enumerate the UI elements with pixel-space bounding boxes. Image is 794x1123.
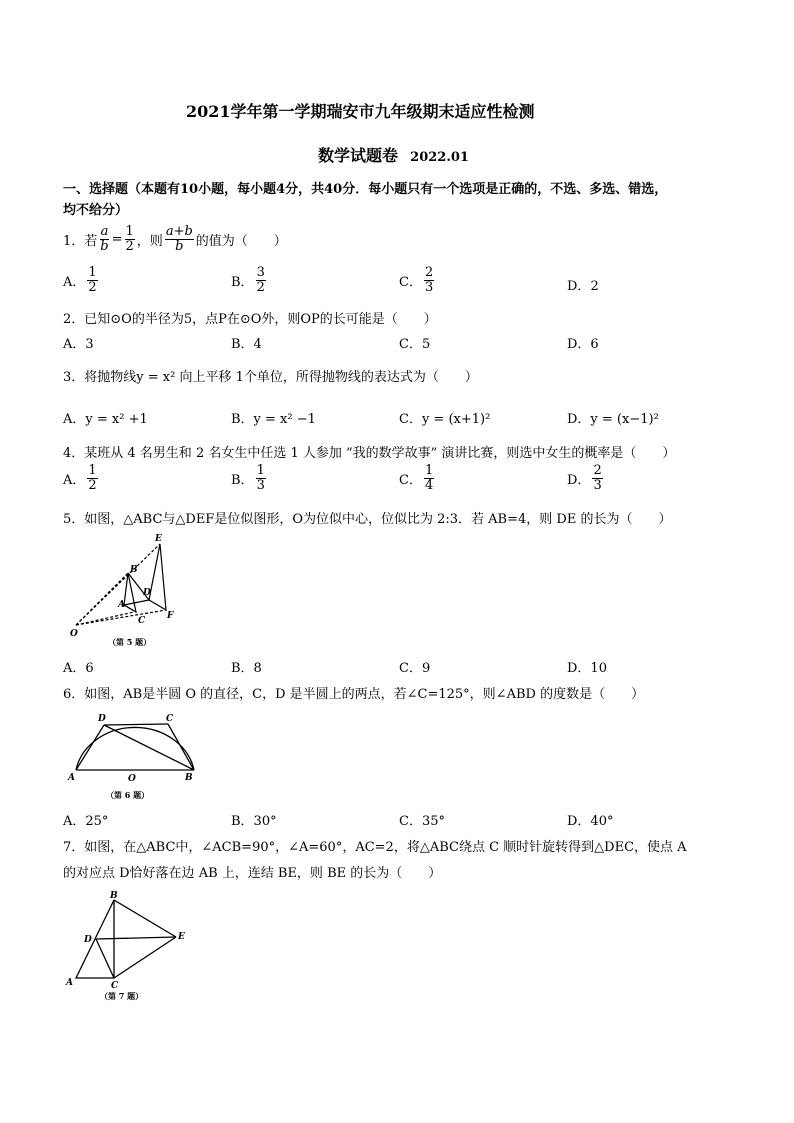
q3-option-a: A．y = x² +1 (63, 412, 148, 427)
option-label: D． (567, 279, 591, 294)
q3-option-c: C．y = (x+1)² (399, 412, 491, 427)
question-5: 5．如图，△ABC与△DEF是位似图形，O为位似中心，位似比为 2:3．若 AB=4，则 DE 的长为（ ） (63, 512, 672, 527)
option-label: A． (63, 274, 86, 290)
q2-option-d: D．6 (567, 337, 599, 352)
q1-tail: 的值为（ ） (195, 233, 287, 249)
option-label: C． (399, 472, 422, 488)
page-subtitle: 数学试题卷 (318, 146, 399, 165)
q1-fraction-a-b (99, 225, 109, 253)
label-B: B (185, 773, 193, 783)
figure-caption: （第 5 题） (108, 637, 152, 647)
question-6: 6．如图，AB是半圆 O 的直径，C，D 是半圆上的两点，若∠C=125°，则∠ABD 的度数是（ ） (63, 687, 645, 702)
label-C: C (166, 714, 174, 724)
page-subtitle-row (318, 143, 469, 166)
q1-equals: = (111, 231, 123, 247)
option-fraction (87, 266, 97, 294)
label-F: F (167, 611, 174, 621)
q6-option-a: A．25° (63, 814, 109, 829)
label-B: B (110, 891, 118, 901)
page-title: 2021学年第一学期瑞安市九年级期末适应性检测 (186, 102, 535, 121)
frac-num: 1 (88, 463, 97, 478)
option-fraction (87, 464, 97, 492)
q1-frac1-num: a (100, 224, 109, 239)
frac-den: 3 (424, 279, 434, 295)
option-fraction (424, 464, 434, 492)
q4-option-c (399, 464, 436, 492)
option-label: B． (231, 472, 254, 488)
q5-option-d: D．10 (567, 661, 607, 676)
figure-q5 (66, 532, 196, 647)
option-fraction (592, 464, 602, 492)
question-4: 4．某班从 4 名男生和 2 名女生中任选 1 人参加 “我的数学故事” 演讲比赛，则选中女生的概率是（ ） (63, 446, 676, 461)
frac-num: 2 (424, 265, 434, 280)
label-B: B (130, 565, 138, 575)
label-C: C (111, 981, 119, 991)
q1-frac2-num: 1 (125, 224, 134, 239)
q2-option-a: A．3 (63, 337, 94, 352)
option-label: B． (231, 274, 254, 290)
question-3: 3．将抛物线y = x² 向上平移 1个单位，所得抛物线的表达式为（ ） (63, 370, 478, 385)
label-A: A (68, 773, 75, 783)
q2-option-b: B．4 (231, 337, 262, 352)
label-O: O (128, 774, 136, 784)
q1-frac3-den: b (175, 238, 184, 254)
option-label: A． (63, 472, 86, 488)
frac-den: 2 (256, 279, 265, 295)
frac-den: 3 (256, 477, 265, 493)
figure-caption: （第 6 题） (106, 790, 150, 800)
frac-den: 2 (88, 477, 97, 493)
q1-frac2-den: 2 (125, 238, 134, 254)
section-heading: 一、选择题（本题有10小题，每小题4分，共40分．每小题只有一个选项是正确的，不选、多选、错选， (63, 182, 668, 197)
option-value: 2 (590, 279, 599, 294)
q1-frac3-num: a+b (165, 224, 193, 239)
q2-option-c: C．5 (399, 337, 431, 352)
label-E: E (155, 534, 162, 544)
option-label: C． (399, 274, 422, 290)
q5-option-b: B．8 (231, 661, 262, 676)
q1-fraction-sum (165, 225, 194, 253)
q1-option-b (231, 266, 268, 294)
q1-mid: ，则 (136, 233, 163, 249)
q4-option-a (63, 464, 100, 492)
q5-option-c: C．9 (399, 661, 431, 676)
label-E: E (178, 932, 185, 942)
question-7: 7．如图，在△ABC中，∠ACB=90°，∠A=60°，AC=2，将△ABC绕点 C 顺时针旋转得到△DEC，使点 A (63, 840, 687, 855)
frac-den: 2 (88, 279, 97, 295)
q3-option-b: B．y = x² −1 (231, 412, 316, 427)
q6-option-b: B．30° (231, 814, 277, 829)
label-A: A (66, 978, 73, 988)
option-fraction (256, 464, 266, 492)
figure-q7 (62, 890, 192, 1002)
q4-option-b (231, 464, 268, 492)
question-2: 2．已知⊙O的半径为5，点P在⊙O外，则OP的长可能是（ ） (63, 312, 437, 327)
q1-option-c (399, 266, 436, 294)
label-D: D (84, 935, 92, 945)
question-7-cont: 的对应点 D恰好落在边 AB 上，连结 BE，则 BE 的长为（ ） (63, 866, 442, 881)
label-C: C (138, 616, 146, 626)
q4-option-d (567, 464, 605, 492)
option-fraction (424, 266, 434, 294)
figure-caption: （第 7 题） (100, 991, 144, 1001)
q3-option-d: D．y = (x−1)² (567, 412, 659, 427)
q6-option-d: D．40° (567, 814, 614, 829)
frac-num: 1 (424, 463, 434, 478)
label-D: D (143, 588, 151, 598)
exam-date: 2022.01 (410, 150, 469, 165)
q6-option-c: C．35° (399, 814, 445, 829)
frac-num: 2 (593, 463, 602, 478)
frac-den: 4 (424, 477, 434, 493)
q1-number: 1．若 (63, 233, 98, 249)
question-1 (63, 225, 287, 253)
figure-q6 (66, 708, 206, 803)
q1-option-d (567, 275, 599, 294)
frac-den: 3 (593, 477, 602, 493)
q1-fraction-half (125, 225, 135, 253)
q1-option-a (63, 266, 100, 294)
frac-num: 3 (256, 265, 265, 280)
option-fraction (256, 266, 266, 294)
frac-num: 1 (256, 463, 265, 478)
frac-num: 1 (88, 265, 97, 280)
label-O: O (70, 629, 78, 639)
label-A: A (118, 600, 125, 610)
label-D: D (98, 714, 106, 724)
option-label: D． (567, 472, 591, 488)
section-heading-cont: 均不给分） (63, 203, 129, 218)
q5-option-a: A．6 (63, 661, 94, 676)
q1-frac1-den: b (100, 238, 109, 254)
